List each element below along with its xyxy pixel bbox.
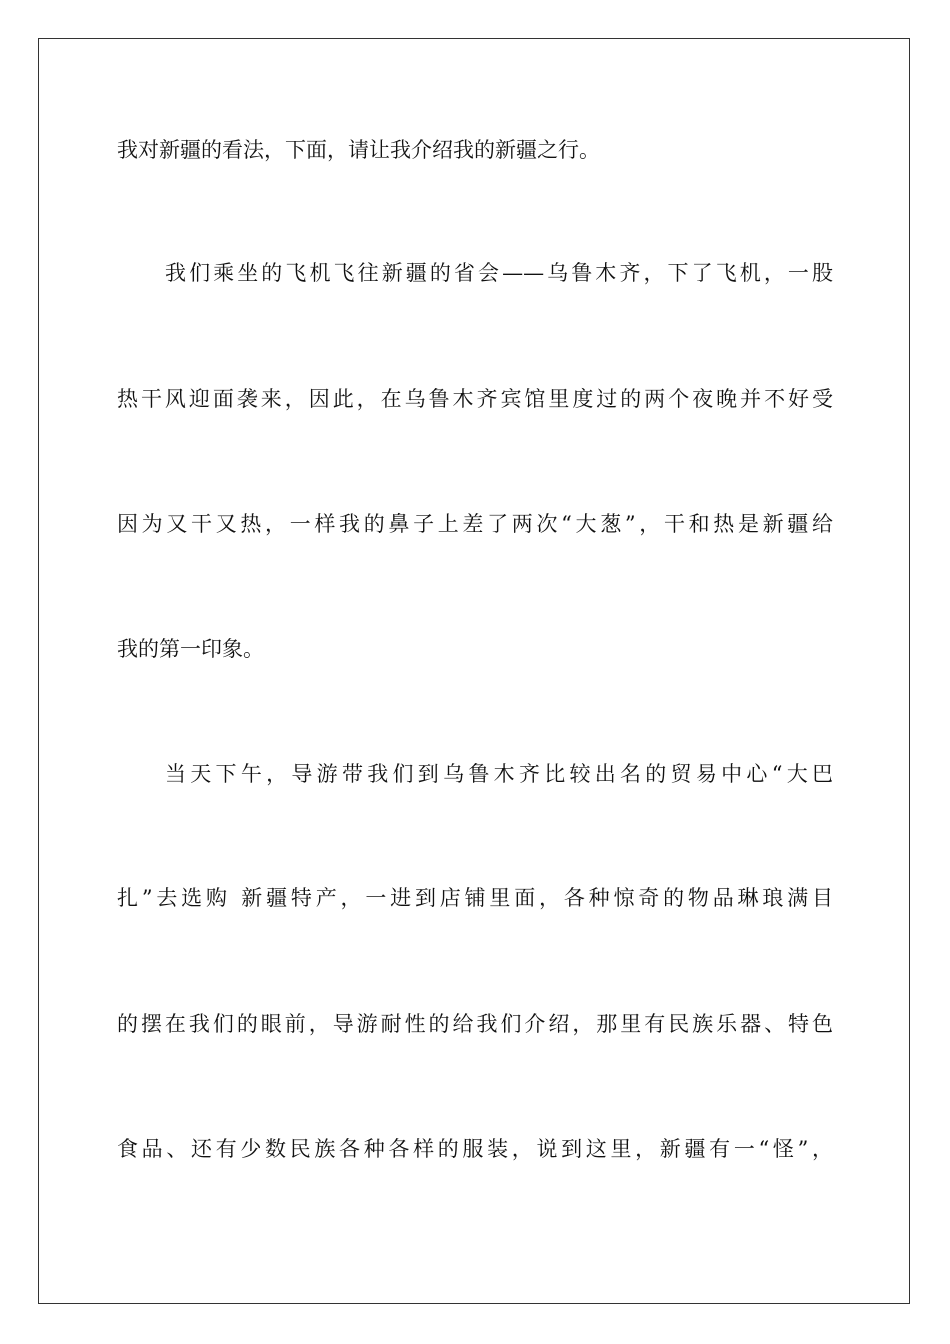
text-line: 当天下午，导游带我们到乌鲁木齐比较出名的贸易中心“大巴 [165,762,833,786]
text-line: 的摆在我们的眼前，导游耐性的给我们介绍，那里有民族乐器、特色 [117,1012,833,1036]
text-line: 因为又干又热，一样我的鼻子上差了两次“大葱”，干和热是新疆给 [117,512,833,536]
text-line: 我们乘坐的飞机飞往新疆的省会——乌鲁木齐，下了飞机，一股 [165,261,833,285]
page-frame [38,38,910,1304]
text-line: 扎”去选购 新疆特产，一进到店铺里面，各种惊奇的物品琳琅满目 [117,886,833,910]
text-line: 我对新疆的看法，下面，请让我介绍我的新疆之行。 [117,138,600,162]
text-line: 热干风迎面袭来，因此，在乌鲁木齐宾馆里度过的两个夜晚并不好受 [117,387,833,411]
text-line: 我的第一印象。 [117,637,264,661]
text-line: 食品、还有少数民族各种各样的服装，说到这里，新疆有一“怪”， [117,1137,833,1161]
